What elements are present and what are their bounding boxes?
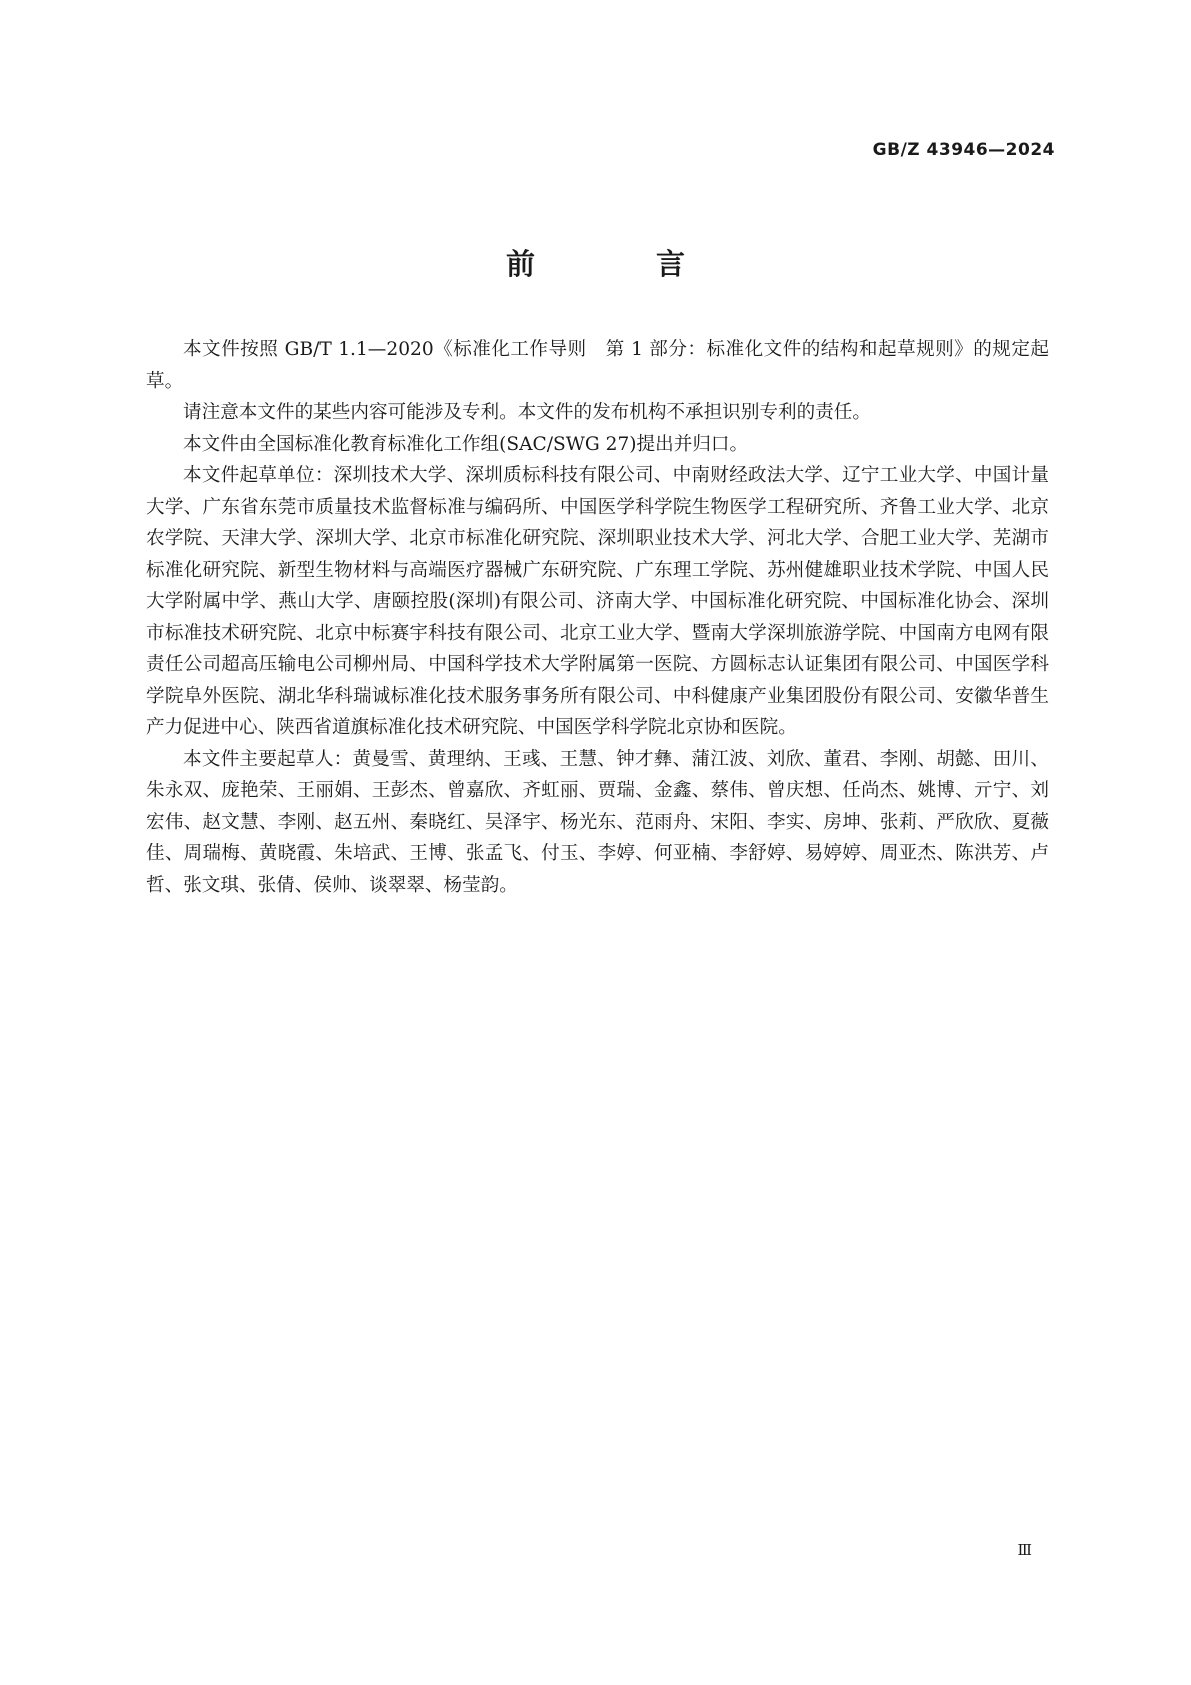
paragraph-proposer: 本文件由全国标准化教育标准化工作组(SAC/SWG 27)提出并归口。 <box>183 433 749 455</box>
standard-code: GB/Z 43946—2024 <box>872 140 1055 160</box>
page-number: Ⅲ <box>1017 1541 1032 1559</box>
paragraph-drafting-units: 本文件起草单位：深圳技术大学、深圳质标科技有限公司、中南财经政法大学、辽宁工业大学、中国计量大学、广东省东莞市质量技术监督标准与编码所、中国医学科学院生物医学工程研究所、齐鲁工业大学、北京农学院、天津大学、深圳大学、北京市标准化研究院、深圳职业技术大学、河北大学、合肥工业大学、芜湖市标准化研究院、新型生物材料与高端医疗器械广东研究院、广东理工学院、苏州健雄职业技术学院、中国人民大学附属中学、燕山大学、唐颐控股(深圳)有限公司、济南大学、中国标准化研究院、中国标准化协会、深圳市标准技术研究院、北京中标赛宇科技有限公司、北京工业大学、暨南大学深圳旅游学院、中国南方电网有限责任公司超高压输电公司柳州局、中国科学技术大学附属第一医院、方圆标志认证集团有限公司、中国医学科学院阜外医院、湖北华科瑞诚标准化技术服务事务所有限公司、中科健康产业集团股份有限公司、安徽华普生产力促进中心、陕西省道旗标准化技术研究院、中国医学科学院北京协和医院。 <box>146 465 1049 738</box>
paragraph-patent-notice: 请注意本文件的某些内容可能涉及专利。本文件的发布机构不承担识别专利的责任。 <box>183 402 871 423</box>
paragraph-drafters: 本文件主要起草人：黄曼雪、黄理纳、王彧、王慧、钟才彝、蒲江波、刘欣、董君、李刚、胡懿、田川、朱永双、庞艳荣、王丽娟、王彭杰、曾嘉欣、齐虹丽、贾瑞、金鑫、蔡伟、曾庆想、任尚杰、姚博、亓宁、刘宏伟、赵文慧、李刚、赵五州、秦晓红、吴泽宇、杨光东、范雨舟、宋阳、李实、房坤、张莉、严欣欣、夏薇佳、周瑞梅、黄晓霞、朱培武、王博、张孟飞、付玉、李婷、何亚楠、李舒婷、易婷婷、周亚杰、陈洪芳、卢哲、张文琪、张倩、侯帅、谈翠翠、杨莹韵。 <box>146 748 1049 896</box>
preface-body <box>146 334 1049 901</box>
page-title: 前 言 <box>505 247 731 281</box>
paragraph-drafting-rules: 本文件按照 GB/T 1.1—2020《标准化工作导则 第 1 部分：标准化文件的结构和起草规则》的规定起草。 <box>146 339 1049 392</box>
